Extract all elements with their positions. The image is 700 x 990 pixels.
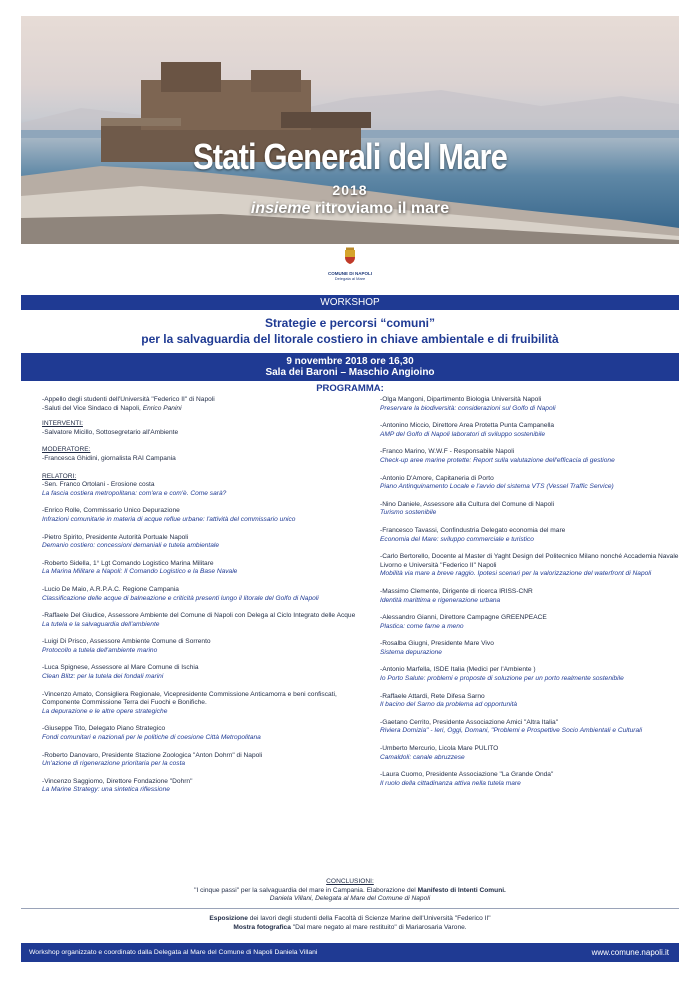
speaker-name: -Roberto Danovaro, Presidente Stazione Zoologica "Anton Dohrn" di Napoli	[42, 751, 263, 759]
talk-topic: Sistema depurazione	[380, 648, 442, 656]
program-entry	[42, 612, 362, 629]
talk-topic: Plastica: come farne a meno	[380, 622, 464, 630]
relatori-label: RELATORI:	[42, 472, 77, 480]
footer-band	[21, 943, 679, 962]
divider	[21, 908, 679, 909]
program-entry	[42, 507, 362, 524]
speaker-name: -Vincenzo Saggiomo, Direttore Fondazione "Dohrn"	[42, 777, 193, 785]
subtitle-line2: per la salvaguardia del litorale costiero in chiave ambientale e di fruibilità	[141, 332, 559, 346]
program-entry	[42, 560, 362, 577]
hero-banner	[21, 16, 679, 244]
talk-topic: La Marina Militare a Napoli: Il Comando Logistico e la Base Navale	[42, 568, 238, 576]
speaker-name: -Massimo Clemente, Dirigente di ricerca IRISS-CNR	[380, 587, 533, 595]
conclusion-label: CONCLUSIONI:	[326, 878, 374, 885]
program-entry	[380, 745, 680, 762]
speaker-name: -Lucio De Maio, A.R.P.A.C. Regione Campania	[42, 585, 179, 593]
talk-topic: Il bacino del Sarno da problema ad opportunità	[380, 701, 518, 709]
speaker-name: -Alessandro Gianni, Direttore Campagne GREENPEACE	[380, 614, 547, 622]
hero-title: Stati Generali del Mare	[192, 136, 508, 177]
tagline-emphasis: insieme	[250, 200, 311, 217]
talk-topic: Riviera Domizia" - Ieri, Oggi, Domani, "Problemi e Prospettive Socio Ambientali e Culturali	[380, 727, 643, 735]
speaker-name: -Sen. Franco Ortolani - Erosione costa	[42, 481, 155, 489]
event-date: 9 novembre 2018 ore 16,30	[286, 356, 414, 367]
program-entry	[380, 422, 680, 439]
speaker-name: -Pietro Spirito, Presidente Autorità Portuale Napoli	[42, 533, 189, 541]
programma-title: PROGRAMMA:	[316, 383, 384, 394]
speaker-name: -Gaetano Cerrito, Presidente Associazione Amici "Altra Italia"	[380, 718, 559, 726]
speaker-name: -Raffaele Del Giudice, Assessore Ambiente del Comune di Napoli con Delega al Ciclo Integrato delle Acque	[42, 612, 356, 620]
program-entry	[380, 501, 680, 518]
logo-line1: COMUNE DI NAPOLI	[327, 271, 372, 276]
program-entry	[42, 534, 362, 551]
tagline-rest: ritroviamo il mare	[310, 200, 450, 217]
talk-topic: Demanio costiero: concessioni demaniali e tutela ambientale	[42, 542, 220, 550]
talk-topic: La tutela e la salvaguardia dell'ambiente	[42, 620, 160, 628]
speaker-name: -Raffaele Attardi, Rete Difesa Sarno	[380, 692, 485, 700]
talk-topic: Clean Blitz: per la tutela dei fondali marini	[42, 673, 164, 681]
exposition-block	[21, 914, 679, 932]
logo-line2: Delegata al Mare	[334, 276, 366, 281]
intro-item: -Appello degli studenti dell'Università "Federico II" di Napoli	[42, 396, 215, 403]
interventi-label: INTERVENTI:	[42, 420, 83, 428]
program-entry	[42, 664, 362, 681]
relatori-list	[42, 481, 362, 795]
talk-topic: Identità marittima e rigenerazione urbana	[380, 596, 501, 604]
program-entry	[42, 691, 362, 717]
speaker-name: -Vincenzo Amato, Consigliera Regionale, Vicepresidente Commissione Anticamorra e beni confiscati, Componente Commissione Terra dei Fuochi e Bonifiche.	[42, 690, 337, 707]
moderatore-block	[42, 446, 362, 463]
program-entry	[380, 614, 680, 631]
talk-topic: Economia del Mare: sviluppo commerciale e turistico	[380, 535, 534, 543]
speaker-name: -Antonio Marfella, ISDE Italia (Medici per l'Ambiente )	[380, 666, 536, 674]
speaker-name: -Olga Mangoni, Dipartimento Biologia Università Napoli	[380, 396, 542, 403]
program-entry	[42, 752, 362, 769]
speaker-name: -Luca Spignese, Assessore al Mare Comune di Ischia	[42, 664, 199, 672]
program-entry	[380, 396, 680, 413]
talk-topic: La fascia costiera metropolitana: com'era e com'è. Come sarà?	[42, 489, 227, 497]
talk-topic: Io Porto Salute: problemi e proposte di soluzione per un porto realmente sostenibile	[380, 675, 624, 683]
conclusion-block	[21, 878, 679, 904]
speaker-name: -Carlo Bertorello, Docente al Master di Yaght Design del Politecnico Milano nonché Accademia Navale Livorno e Università "Federico II" Napoli	[380, 553, 679, 569]
program-entry	[42, 725, 362, 742]
program-entry	[380, 448, 680, 465]
program-entry	[42, 586, 362, 603]
conclusion-text: "I cinque passi" per la salvaguardia del mare in Campania. Elaborazione del Manifesto di Intenti Comuni.	[194, 886, 506, 894]
hero-year: 2018	[332, 182, 368, 198]
intro-block	[42, 396, 362, 413]
talk-topic: Protocollo a tutela dell'ambiente marino	[42, 646, 158, 654]
program-entry	[380, 588, 680, 605]
talk-topic: Check-up aree marine protette: Report sulla valutazione dell'efficacia di gestione	[380, 456, 615, 464]
subtitle-line1: Strategie e percorsi “comuni”	[264, 316, 436, 330]
footer-website-link[interactable]: www.comune.napoli.it	[591, 948, 669, 957]
program-entry	[380, 693, 680, 710]
talk-topic: Classificazione delle acque di balneazione e criticità presenti lungo il litorale del Golfo di Napoli	[42, 594, 319, 602]
program-entry	[380, 666, 680, 683]
speaker-name: -Antonio D'Amore, Capitaneria di Porto	[380, 474, 494, 482]
talk-topic: Camaldoli: canale abruzzese	[380, 753, 465, 761]
speaker-name: -Nino Daniele, Assessore alla Cultura del Comune di Napoli	[380, 500, 555, 508]
program-entry	[380, 719, 680, 736]
hero-tagline	[21, 200, 679, 218]
talk-topic: La depurazione e le altre opere strategiche	[42, 707, 168, 715]
speaker-name: -Enrico Rolle, Commissario Unico Depurazione	[42, 507, 180, 515]
talk-topic: Piano Antinquinamento Locale e l'avvio del sistema VTS (Vessel Traffic Service)	[380, 483, 614, 491]
program-entry	[380, 771, 680, 788]
conclusion-speaker: Daniela Villani, Delegata al Mare del Comune di Napoli	[269, 895, 431, 903]
speaker-name: -Giuseppe Tito, Delegato Piano Strategico	[42, 725, 166, 733]
interventi-block	[42, 420, 362, 437]
footer-organizer: Workshop organizzato e coordinato dalla Delegata al Mare del Comune di Napoli Daniela Villani	[29, 949, 318, 956]
program-entry	[380, 640, 680, 657]
program-left-column	[42, 396, 362, 804]
speaker-name: -Luigi Di Prisco, Assessore Ambiente Comune di Sorrento	[42, 638, 211, 646]
talk-topic: Infrazioni comunitarie in materia di acque reflue urbane: l'attività del commissario unico	[42, 515, 296, 523]
speaker-name: -Umberto Mercurio, Licola Mare PULITO	[380, 745, 499, 753]
program-entry	[42, 638, 362, 655]
program-entry	[42, 481, 362, 498]
talk-topic: AMP del Golfo di Napoli laboratori di sviluppo sostenibile	[380, 430, 546, 438]
speaker-name: -Roberto Sidella, 1° Lgt Comando Logistico Marina Militare	[42, 559, 214, 567]
talk-topic: Preservare la biodiversità: considerazioni sul Golfo di Napoli	[380, 404, 556, 412]
speaker-name: -Rosalba Giugni, Presidente Mare Vivo	[380, 640, 494, 648]
talk-topic: Un'azione di rigenerazione prioritaria per la costa	[42, 760, 186, 768]
talk-topic: Fondi comunitari e nazionali per le politiche di coesione Città Metropolitana	[42, 734, 261, 742]
workshop-band: WORKSHOP	[21, 295, 679, 310]
intro-item: -Saluti del Vice Sindaco di Napoli, Enrico Panini	[42, 404, 182, 412]
interventi-item: -Salvatore Micillo, Sottosegretario all'Ambiente	[42, 428, 179, 436]
moderatore-item: -Francesca Ghidini, giornalista RAI Campania	[42, 454, 176, 462]
event-venue: Sala dei Baroni – Maschio Angioino	[265, 367, 435, 378]
program-right-column	[380, 396, 680, 797]
speaker-name: -Antonino Miccio, Direttore Area Protetta Punta Campanella	[380, 422, 555, 430]
date-band	[21, 353, 679, 381]
speaker-name: -Franco Marino, W.W.F - Responsabile Napoli	[380, 448, 515, 456]
program-entry	[380, 527, 680, 544]
exposition-line1: Esposizione dei lavori degli studenti della Facoltà di Scienze Marine dell'Università "Federico II"	[209, 915, 491, 922]
crest-icon	[343, 247, 357, 265]
program-entry	[380, 553, 680, 579]
moderatore-label: MODERATORE:	[42, 446, 91, 454]
exposition-line2: Mostra fotografica "Dal mare negato al mare restituito" di Mariarosaria Varone.	[233, 924, 467, 931]
talk-topic: Mobilità via mare a breve raggio. Ipotesi scenari per la valorizzazione del waterfront di Napoli	[380, 570, 652, 578]
speaker-name: -Laura Cuomo, Presidente Associazione "La Grande Onda"	[380, 771, 554, 779]
talk-topic: Turismo sostenibile	[380, 509, 437, 517]
talk-topic: Il ruolo della cittadinanza attiva nella tutela mare	[380, 779, 521, 787]
speaker-name: -Francesco Tavassi, Confindustria Delegato economia del mare	[380, 526, 566, 534]
talk-topic: La Marine Strategy: una sintetica riflessione	[42, 786, 170, 794]
comune-logo	[322, 247, 378, 291]
program-entry	[42, 778, 362, 795]
program-entry	[380, 475, 680, 492]
